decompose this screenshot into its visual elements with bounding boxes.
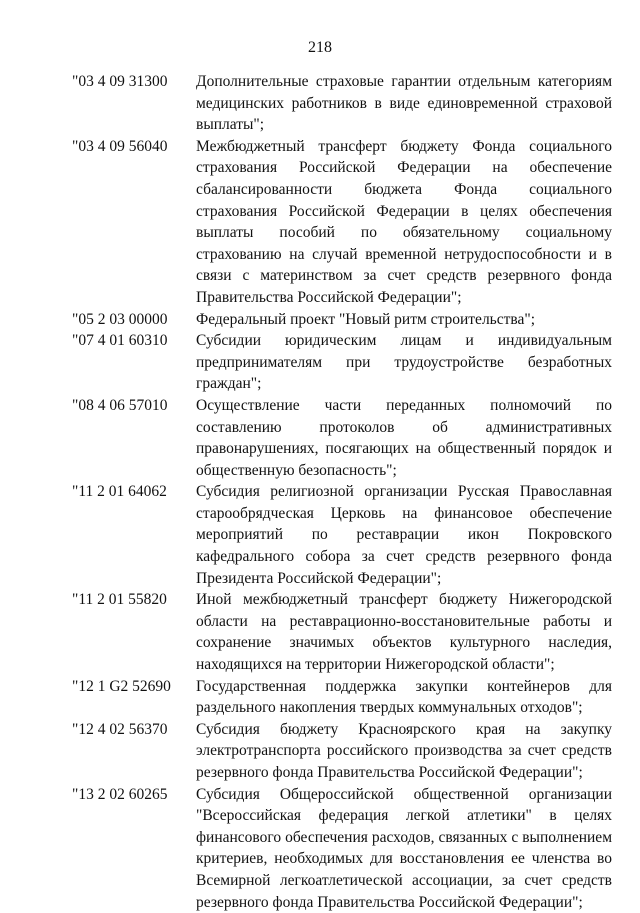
budget-item-description: Субсидии юридическим лицам и индивидуальным предпринимателям при трудоустройстве безработных граждан"; [196,332,612,393]
budget-code: "03 4 09 56040 [72,137,168,155]
list-item [72,676,612,719]
budget-item-description: Субсидия религиозной организации Русская Православная старообрядческая Церковь на финансовое обеспечение мероприятий по реставрации икон Покровского кафедрального собора за счет средств резервного фонда Президента Российской Федерации"; [196,483,612,587]
list-item [72,719,612,784]
list-item [72,481,612,589]
budget-item-description: Межбюджетный трансферт бюджету Фонда социального страхования Российской Федерации на обеспечение сбалансированности бюджета Фонда социального страхования Российской Федерации в целях обеспечения выплаты пособий по обязательному социальному страхованию на случай временной нетрудоспособности и в связи с материнством за счет средств резервного фонда Правительства Российской Федерации"; [196,137,612,306]
budget-item-description: Осуществление части переданных полномочий по составлению протоколов об административных правонарушениях, посягающих на общественный порядок и общественную безопасность"; [196,396,612,479]
budget-code: "12 4 02 56370 [72,720,168,738]
budget-item-description: Иной межбюджетный трансферт бюджету Нижегородской области на реставрационно-восстановительные работы и сохранение значимых объектов культурного наследия, находящихся на территории Нижегородской области"; [196,591,612,674]
list-item [72,136,612,309]
budget-item-description: Дополнительные страховые гарантии отдельным категориям медицинских работников в виде единовременной страховой выплаты"; [196,73,612,134]
list-item [72,309,612,331]
budget-item-description: Субсидия бюджету Красноярского края на закупку электротранспорта российского производства за счет средств резервного фонда Правительства Российской Федерации"; [196,720,612,781]
budget-code: "12 1 G2 52690 [72,677,171,695]
budget-item-description: Федеральный проект "Новый ритм строительства"; [196,310,536,328]
budget-item-description: Субсидия Общероссийской общественной организации "Всероссийская федерация легкой атлетики" в целях финансового обеспечения расходов, связанных с выполнением критериев, необходимых для восстановления ее членства во Всемирной легкоатлетической ассоциации, за счет средств резервного фонда Правительства Российской Федерации"; [196,785,612,911]
list-item [72,71,612,136]
budget-code: "11 2 01 64062 [72,483,167,501]
budget-code: "08 4 06 57010 [72,396,168,414]
budget-code: "13 2 02 60265 [72,785,168,803]
page-number: 218 [308,39,332,56]
list-item [72,784,612,913]
budget-code-list [72,71,612,913]
budget-code: "07 4 01 60310 [72,332,168,350]
budget-code: "03 4 09 31300 [72,73,168,90]
list-item [72,395,612,481]
list-item [72,589,612,675]
budget-item-description: Государственная поддержка закупки контейнеров для раздельного накопления твердых коммунальных отходов"; [196,677,612,717]
budget-code: "11 2 01 55820 [72,591,167,609]
list-item [72,330,612,395]
budget-code: "05 2 03 00000 [72,310,168,328]
